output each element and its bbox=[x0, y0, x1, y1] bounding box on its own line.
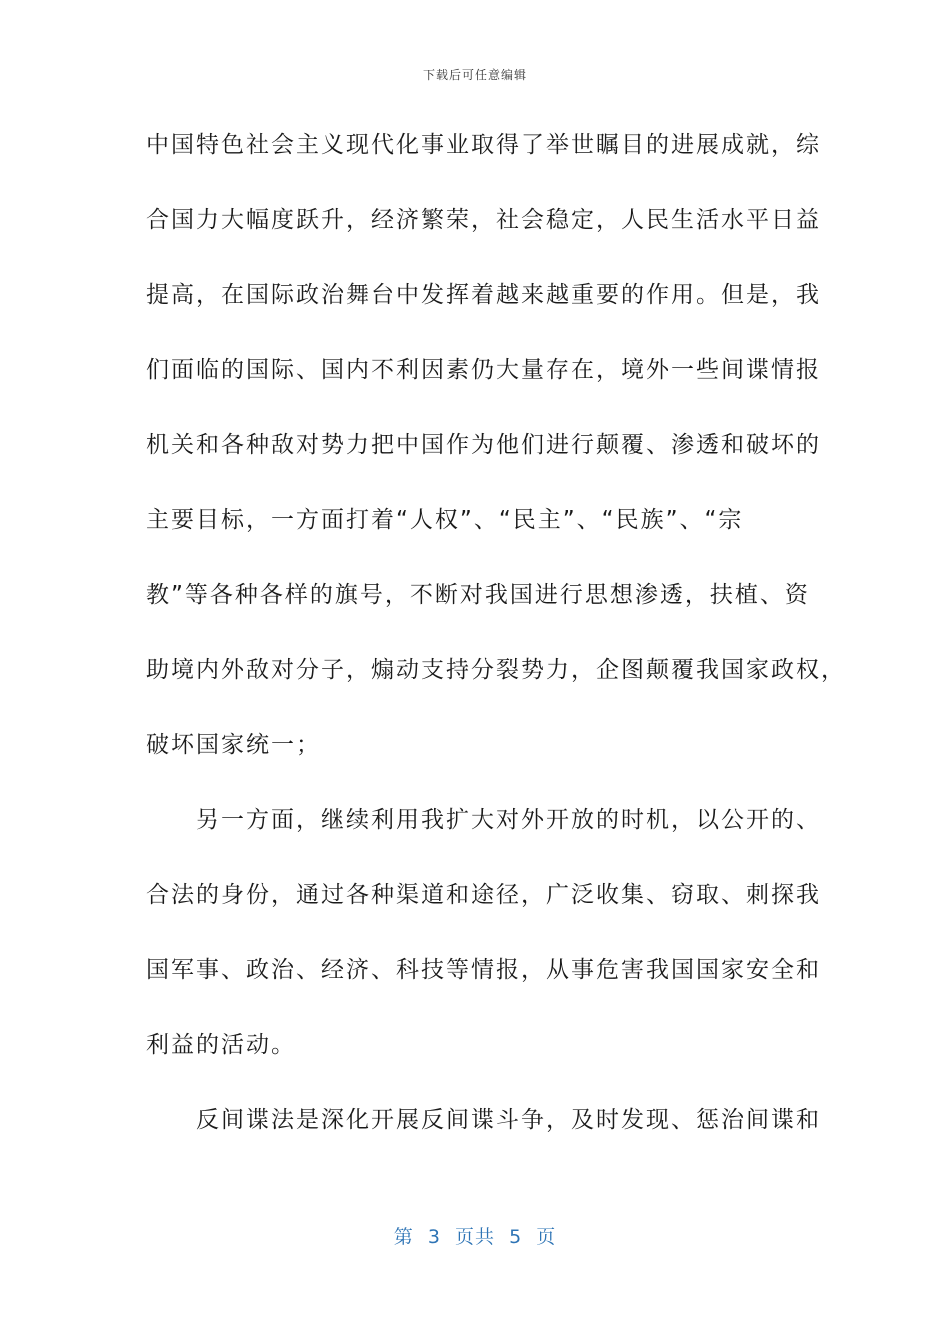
text-line: 助境内外敌对分子，煽动支持分裂势力，企图颠覆我国家政权， bbox=[146, 657, 846, 683]
text-line: 合法的身份，通过各种渠道和途径，广泛收集、窃取、刺探我 bbox=[146, 882, 821, 908]
text-line: 国军事、政治、经济、科技等情报，从事危害我国国家安全和 bbox=[146, 957, 821, 983]
text-line: 提高，在国际政治舞台中发挥着越来越重要的作用。但是，我 bbox=[146, 282, 821, 308]
text-line: 合国力大幅度跃升，经济繁荣，社会稳定，人民生活水平日益 bbox=[146, 207, 821, 233]
text-line: 教”等各种各样的旗号，不断对我国进行思想渗透，扶植、资 bbox=[146, 582, 810, 608]
text-line: 利益的活动。 bbox=[146, 1032, 296, 1058]
text-line: 主要目标，一方面打着“人权”、“民主”、“民族”、“宗 bbox=[146, 507, 744, 533]
text-line: 们面临的国际、国内不利因素仍大量存在，境外一些间谍情报 bbox=[146, 357, 821, 383]
text-line: 另一方面，继续利用我扩大对外开放的时机，以公开的、 bbox=[146, 807, 821, 833]
text-line: 破坏国家统一； bbox=[146, 732, 321, 758]
document-body bbox=[146, 120, 846, 1170]
text-line: 反间谍法是深化开展反间谍斗争，及时发现、惩治间谍和 bbox=[146, 1107, 821, 1133]
page-header: 下载后可任意编辑 bbox=[422, 68, 527, 82]
text-line: 机关和各种敌对势力把中国作为他们进行颠覆、渗透和破坏的 bbox=[146, 432, 821, 458]
text-line: 中国特色社会主义现代化事业取得了举世瞩目的进展成就，综 bbox=[146, 132, 821, 158]
page-number-footer: 第 3 页共 5 页 bbox=[393, 1226, 557, 1248]
